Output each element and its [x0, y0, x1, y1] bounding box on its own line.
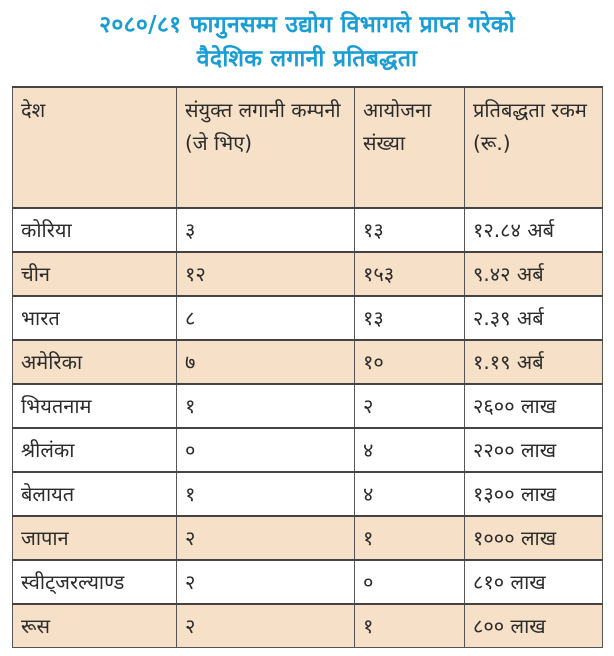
- table-header-row: [13, 87, 603, 208]
- table-row: [13, 296, 603, 340]
- investment-table: [12, 86, 603, 648]
- cell-project-count: १: [355, 516, 465, 560]
- cell-project-count: १: [355, 604, 465, 648]
- cell-commitment: ८१० लाख: [465, 560, 603, 604]
- cell-country: अमेरिका: [13, 340, 177, 384]
- cell-country: कोरिया: [13, 208, 177, 252]
- table-row: [13, 516, 603, 560]
- header-project-count: आयोजना संख्या: [355, 87, 465, 208]
- header-joint-ventures: संयुक्त लगानी कम्पनी (जे भिए): [177, 87, 355, 208]
- cell-commitment: २६०० लाख: [465, 384, 603, 428]
- cell-commitment: ९.४२ अर्ब: [465, 252, 603, 296]
- cell-joint-ventures: २: [177, 604, 355, 648]
- cell-country: बेलायत: [13, 472, 177, 516]
- page-title: [0, 8, 614, 76]
- cell-joint-ventures: ३: [177, 208, 355, 252]
- cell-joint-ventures: ८: [177, 296, 355, 340]
- cell-commitment: ८०० लाख: [465, 604, 603, 648]
- title-line-1: २०८०/८१ फागुनसम्म उद्योग विभागले प्राप्त गरेको: [99, 12, 515, 38]
- cell-commitment: २२०० लाख: [465, 428, 603, 472]
- cell-project-count: ४: [355, 472, 465, 516]
- cell-project-count: १५३: [355, 252, 465, 296]
- cell-joint-ventures: ०: [177, 428, 355, 472]
- title-line-2: वैदेशिक लगानी प्रतिबद्धता: [196, 46, 418, 72]
- cell-joint-ventures: २: [177, 560, 355, 604]
- cell-project-count: १०: [355, 340, 465, 384]
- cell-country: श्रीलंका: [13, 428, 177, 472]
- table-row: [13, 340, 603, 384]
- cell-joint-ventures: १: [177, 384, 355, 428]
- cell-country: रूस: [13, 604, 177, 648]
- cell-joint-ventures: ७: [177, 340, 355, 384]
- cell-project-count: १३: [355, 208, 465, 252]
- cell-country: चीन: [13, 252, 177, 296]
- cell-project-count: ०: [355, 560, 465, 604]
- cell-joint-ventures: १२: [177, 252, 355, 296]
- header-country: देश: [13, 87, 177, 208]
- table-row: [13, 560, 603, 604]
- cell-joint-ventures: २: [177, 516, 355, 560]
- table-row: [13, 384, 603, 428]
- table-row: [13, 428, 603, 472]
- table-row: [13, 604, 603, 648]
- cell-project-count: ४: [355, 428, 465, 472]
- cell-country: भियतनाम: [13, 384, 177, 428]
- table-row: [13, 208, 603, 252]
- table-row: [13, 252, 603, 296]
- cell-project-count: १३: [355, 296, 465, 340]
- cell-country: भारत: [13, 296, 177, 340]
- table-row: [13, 472, 603, 516]
- cell-commitment: १२.८४ अर्ब: [465, 208, 603, 252]
- header-commitment-amount: प्रतिबद्धता रकम (रू.): [465, 87, 603, 208]
- cell-project-count: २: [355, 384, 465, 428]
- cell-joint-ventures: १: [177, 472, 355, 516]
- cell-country: स्वीट्जरल्याण्ड: [13, 560, 177, 604]
- cell-commitment: १००० लाख: [465, 516, 603, 560]
- cell-country: जापान: [13, 516, 177, 560]
- cell-commitment: २.३९ अर्ब: [465, 296, 603, 340]
- cell-commitment: १.१९ अर्ब: [465, 340, 603, 384]
- cell-commitment: १३०० लाख: [465, 472, 603, 516]
